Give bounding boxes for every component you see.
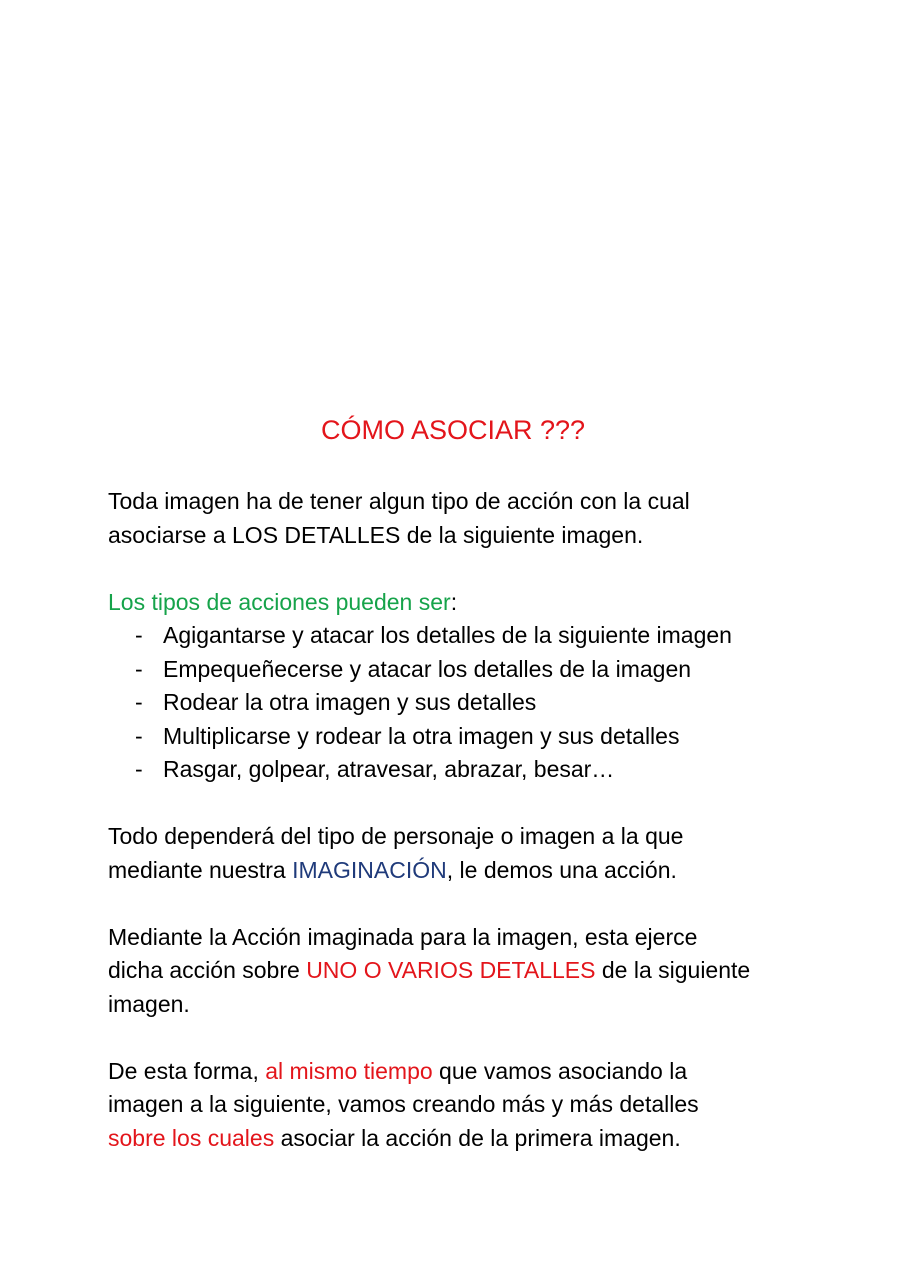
list-item	[108, 653, 808, 687]
document-body	[108, 485, 808, 1155]
bullet-dash: -	[135, 756, 143, 782]
dependency-line-2-start: mediante nuestra	[108, 856, 293, 883]
action-effect-line-3: imagen.	[108, 990, 190, 1017]
dependency-paragraph	[108, 820, 808, 887]
action-effect-line-1: Mediante la Acción imaginada para la imagen, esta ejerce	[108, 923, 698, 950]
list-item-text: Multiplicarse y rodear la otra imagen y sus detalles	[163, 722, 680, 749]
conclusion-line-3-end: asociar la acción de la primera imagen.	[274, 1124, 681, 1151]
conclusion-line-1-start: De esta forma,	[108, 1057, 266, 1084]
paragraph-spacer	[108, 787, 808, 821]
paragraph-spacer	[108, 1021, 808, 1055]
conclusion-line-2: imagen a la siguiente, vamos creando más y más detalles	[108, 1091, 699, 1117]
dependency-line-2-end: , le demos una acción.	[446, 856, 677, 883]
page-title: CÓMO ASOCIAR ???	[320, 415, 586, 445]
bullet-dash: -	[135, 655, 143, 682]
list-item-text: Rodear la otra imagen y sus detalles	[163, 689, 537, 715]
action-effect-line-2-start: dicha acción sobre	[108, 957, 307, 983]
list-item-text: Rasgar, golpear, atravesar, abrazar, besar…	[163, 756, 615, 782]
paragraph-spacer	[108, 552, 808, 586]
bullet-dash: -	[135, 689, 143, 715]
action-types-colon: :	[450, 588, 458, 615]
imagination-highlight: IMAGINACIÓN	[292, 856, 447, 883]
same-time-highlight: al mismo tiempo	[265, 1057, 433, 1084]
paragraph-spacer	[108, 887, 808, 921]
conclusion-line-1-end: que vamos asociando la	[432, 1057, 688, 1084]
intro-line-1: Toda imagen ha de tener algun tipo de acción con la cual	[108, 488, 690, 514]
action-effect-line-2-end: de la siguiente	[595, 957, 751, 983]
list-item-text: Agigantarse y atacar los detalles de la siguiente imagen	[163, 622, 732, 648]
list-item-text: Empequeñecerse y atacar los detalles de la imagen	[163, 655, 692, 682]
intro-paragraph	[108, 485, 808, 552]
details-highlight: UNO O VARIOS DETALLES	[306, 957, 596, 983]
action-effect-paragraph	[108, 921, 808, 1022]
list-item	[108, 753, 808, 787]
bullet-dash: -	[135, 722, 143, 749]
list-item	[108, 619, 808, 653]
intro-line-2: asociarse a LOS DETALLES de la siguiente imagen.	[108, 521, 644, 548]
conclusion-paragraph	[108, 1055, 808, 1156]
action-types-label: Los tipos de acciones pueden ser	[108, 588, 451, 615]
bullet-dash: -	[135, 622, 143, 648]
list-item	[108, 720, 808, 754]
action-types-list	[108, 619, 808, 787]
action-types-heading	[108, 586, 808, 620]
which-highlight: sobre los cuales	[108, 1124, 275, 1151]
dependency-line-1: Todo dependerá del tipo de personaje o imagen a la que	[108, 823, 684, 849]
list-item	[108, 686, 808, 720]
